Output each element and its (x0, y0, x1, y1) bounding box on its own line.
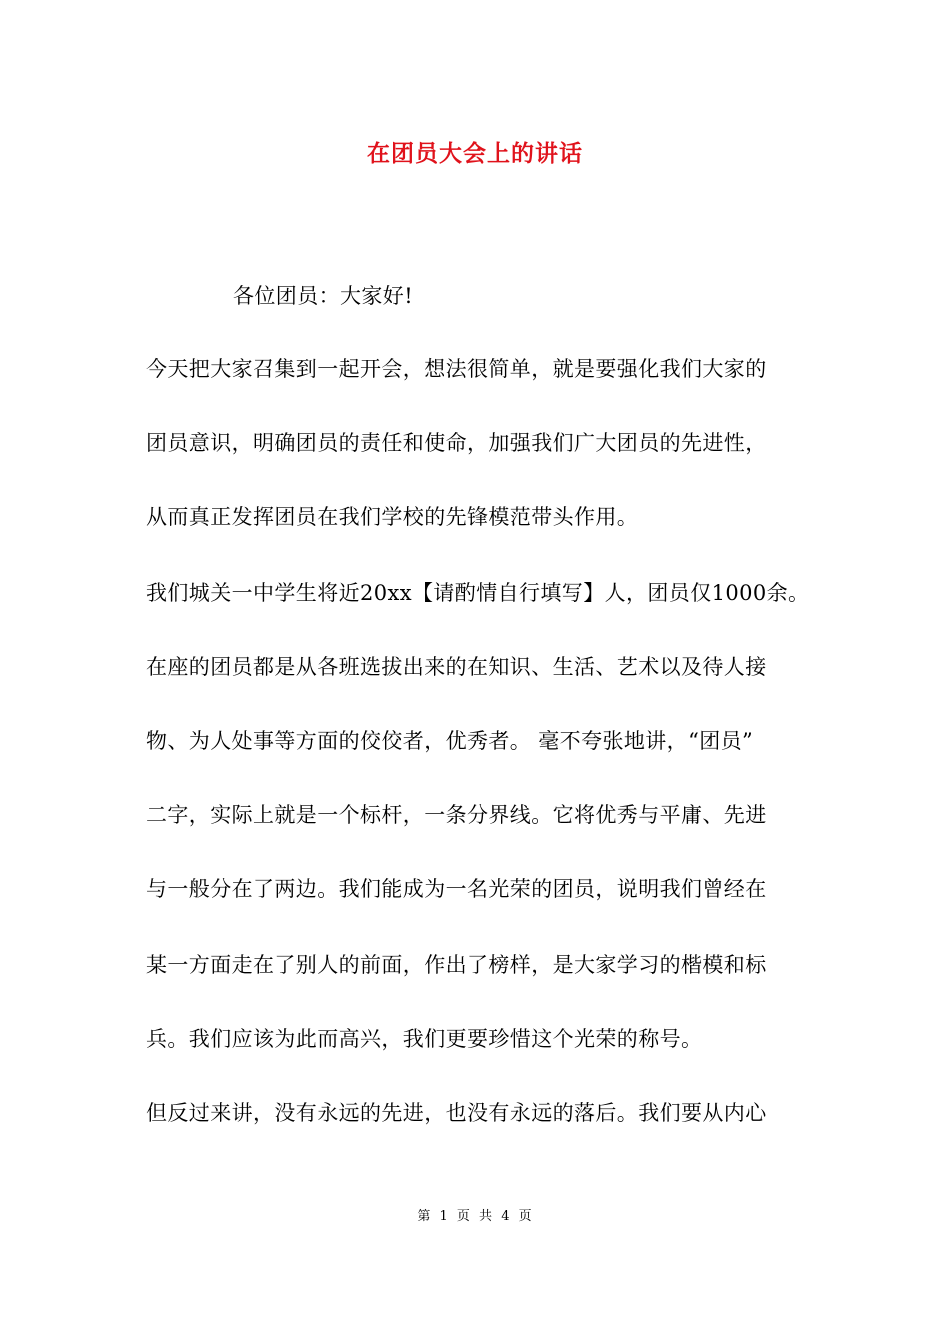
body-line-1: 今天把大家召集到一起开会，想法很简单，就是要强化我们大家的 (146, 357, 767, 381)
body-line-9: 某一方面走在了别人的前面，作出了榜样，是大家学习的楷模和标 (146, 953, 767, 977)
greeting-line: 各位团员：大家好! (233, 284, 414, 308)
document-title: 在团员大会上的讲话 (367, 140, 583, 167)
body-line-4: 我们城关一中学生将近20xx【请酌情自行填写】人，团员仅1000余。 (146, 581, 810, 605)
body-line-2: 团员意识，明确团员的责任和使命，加强我们广大团员的先进性， (146, 431, 767, 455)
body-line-6: 物、为人处事等方面的佼佼者，优秀者。 毫不夸张地讲，“团员” (146, 729, 754, 753)
body-line-7: 二字，实际上就是一个标杆，一条分界线。它将优秀与平庸、先进 (146, 803, 767, 827)
body-line-8: 与一般分在了两边。我们能成为一名光荣的团员，说明我们曾经在 (146, 877, 767, 901)
body-line-5: 在座的团员都是从各班选拔出来的在知识、生活、艺术以及待人接 (146, 655, 767, 679)
body-line-3: 从而真正发挥团员在我们学校的先锋模范带头作用。 (146, 505, 639, 529)
body-line-10: 兵。我们应该为此而高兴，我们更要珍惜这个光荣的称号。 (146, 1027, 703, 1051)
body-line-11: 但反过来讲，没有永远的先进，也没有永远的落后。我们要从内心 (146, 1101, 767, 1125)
page-number-footer: 第 1 页 共 4 页 (417, 1209, 533, 1224)
